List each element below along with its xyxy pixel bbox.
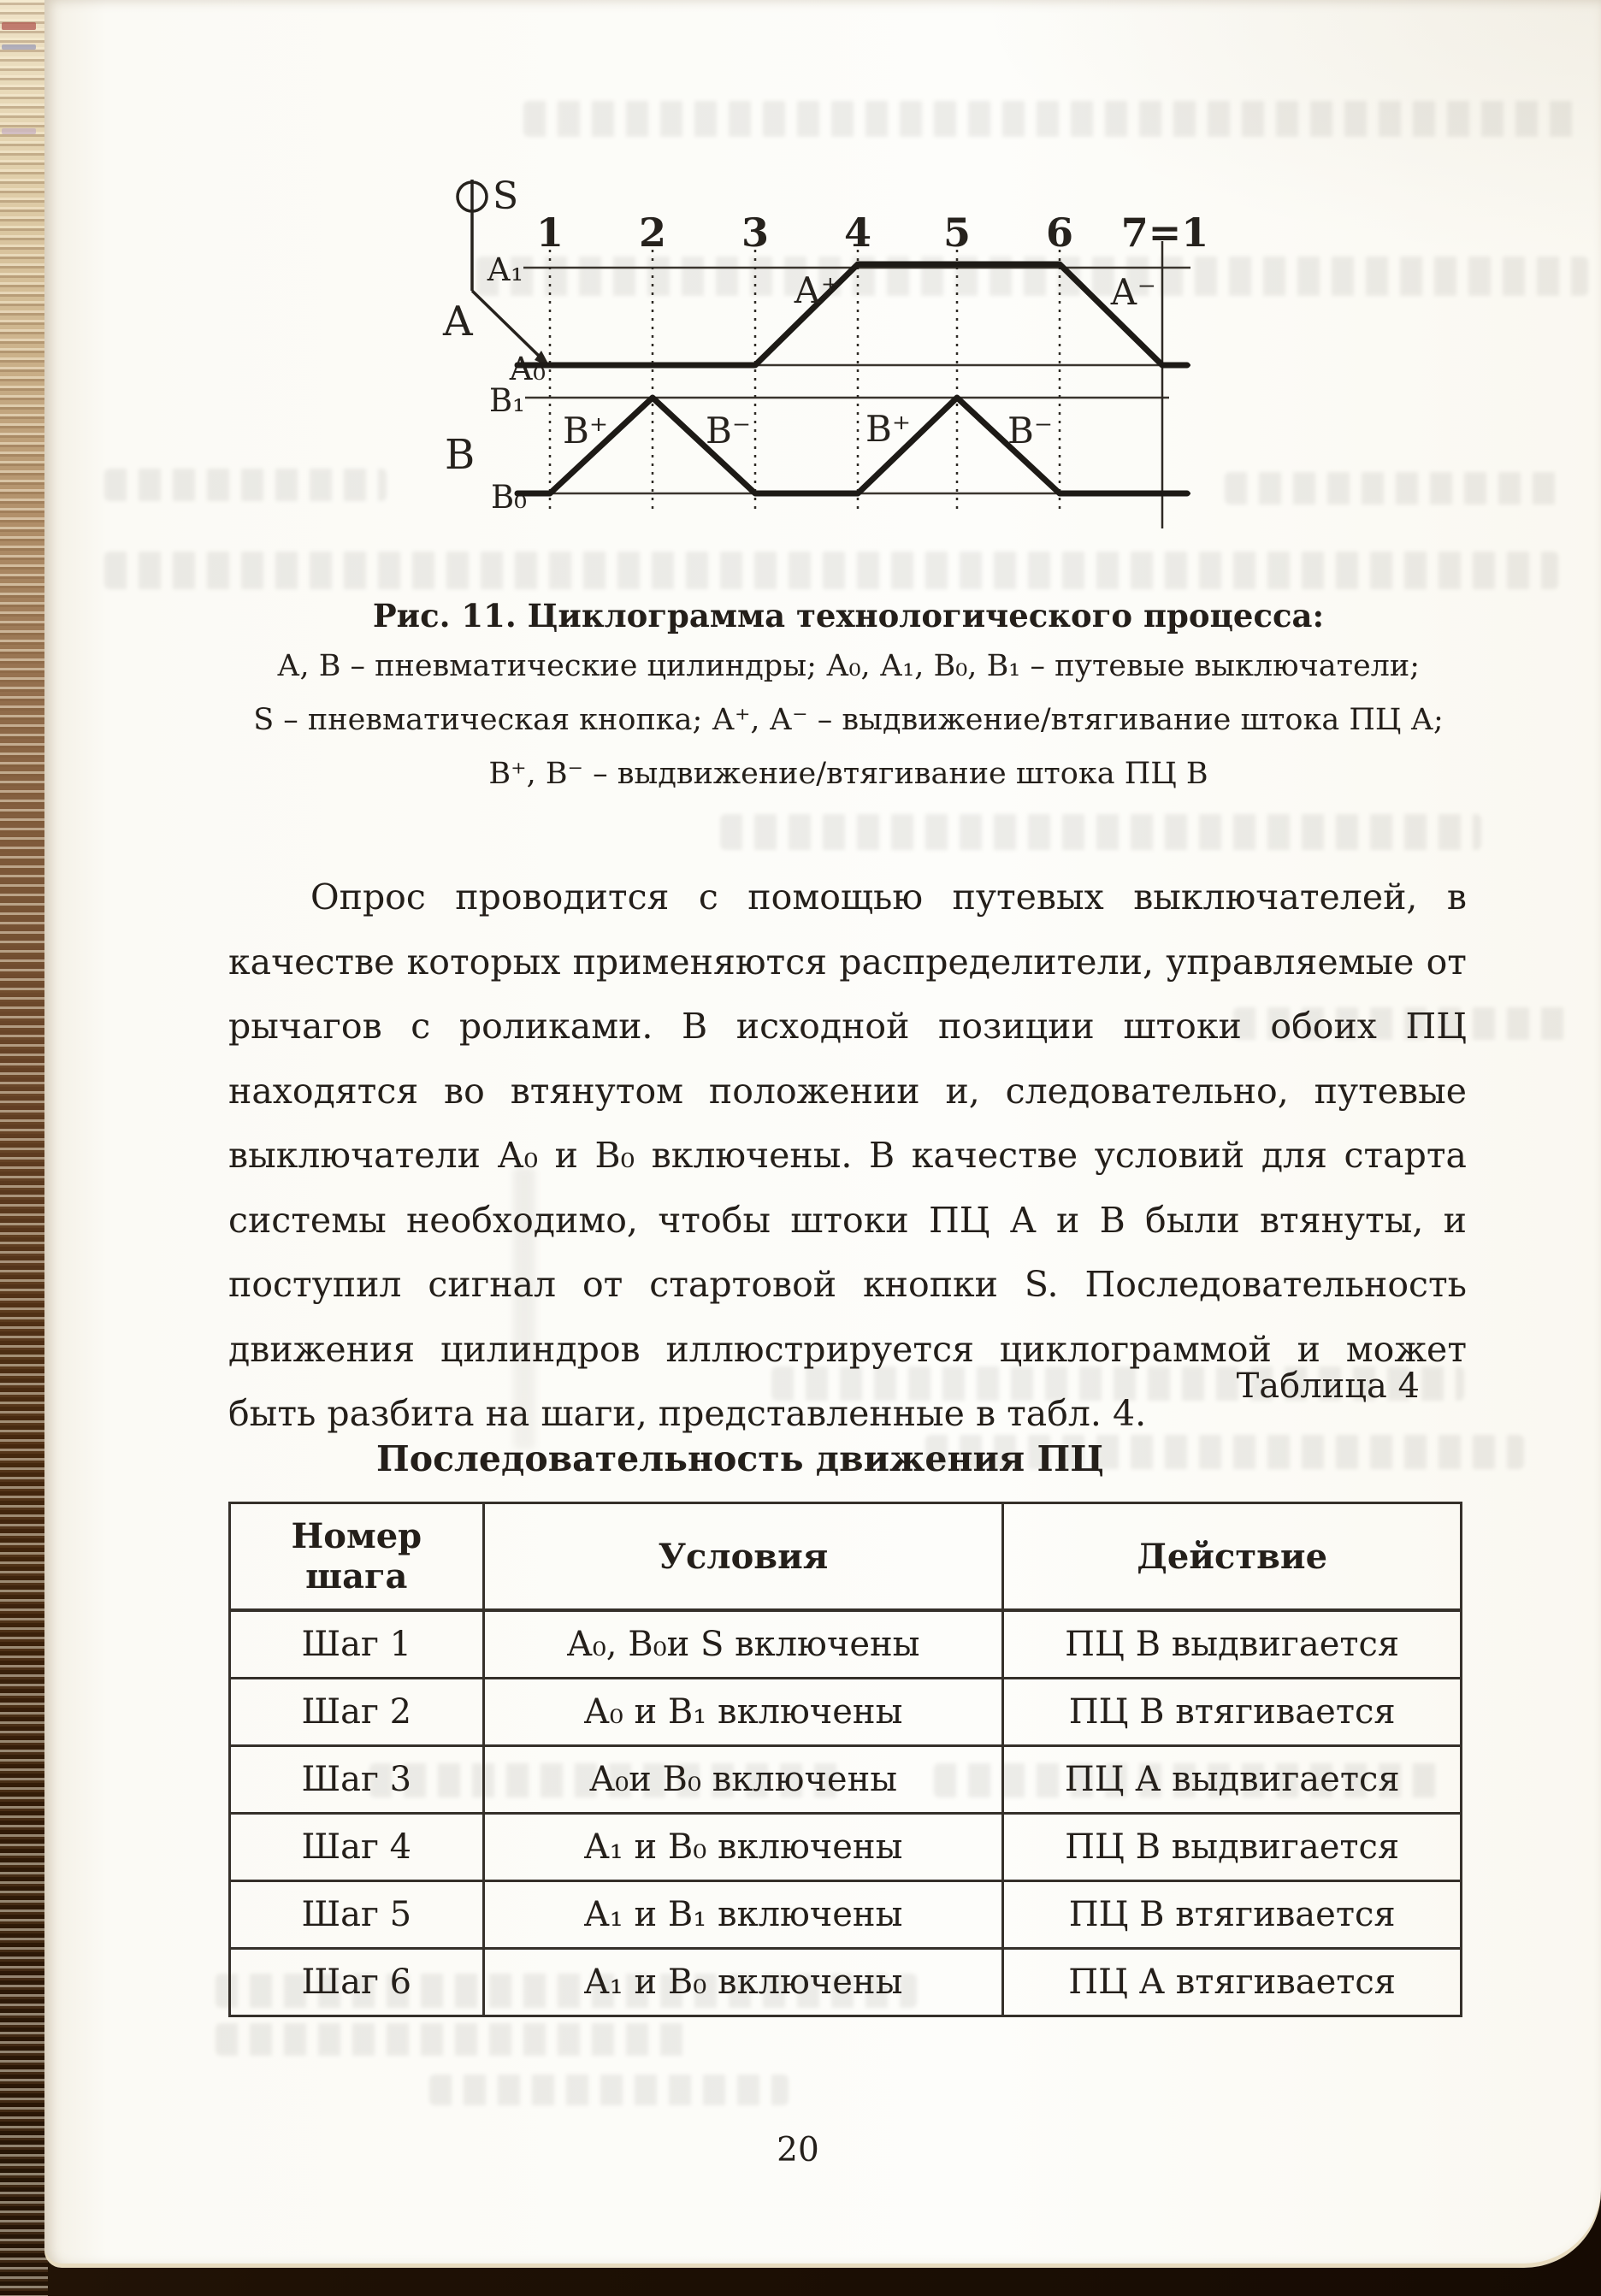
- table-title: Последовательность движения ПЦ: [376, 1438, 1104, 1479]
- action-cell: ПЦ В выдвигается: [1003, 1610, 1462, 1679]
- time-mark-2: 2: [638, 210, 667, 256]
- body-paragraph: Опрос проводится с помощью путевых выключателей, в качестве которых применяются распределители, управляемые от рычагов с роликами. В исходной позиции штоки обоих ПЦ находятся во втянутом положении и, следовательно, путевые выключатели А₀ и В₀ включены. В качестве условий для старта системы необходимо, чтобы штоки ПЦ А и В были втянуты, и поступил сигнал от стартовой кнопки S. Последовательность движения цилиндров иллюстрируется циклограммой и может быть разбита на шаги, представленные в табл. 4.: [228, 876, 1467, 1434]
- column-header-condition: Условия: [483, 1503, 1003, 1611]
- action-cell: ПЦ А втягивается: [1003, 1949, 1462, 2016]
- column-header-step: Номер шага: [230, 1503, 484, 1611]
- action-cell: ПЦ В втягивается: [1003, 1679, 1462, 1746]
- figure-caption: [147, 592, 1550, 801]
- table-number-label: Таблица 4: [1236, 1366, 1420, 1406]
- bleedthrough-artifact: [216, 2023, 694, 2056]
- step-cell: Шаг 3: [230, 1746, 484, 1814]
- condition-cell: А₁ и В₀ включены: [483, 1949, 1003, 2016]
- action-cell: ПЦ А выдвигается: [1003, 1746, 1462, 1814]
- cylinder-a-label: A: [443, 298, 473, 345]
- column-header-action: Действие: [1003, 1503, 1462, 1611]
- page-edge-mark: [2, 128, 36, 134]
- trace-cylinder-b: [517, 398, 1187, 493]
- button-label: S: [493, 174, 519, 218]
- condition-cell: А₀ и В₁ включены: [483, 1679, 1003, 1746]
- segment-label-a-minus: А⁻: [1110, 271, 1156, 313]
- page-edge-mark: [2, 22, 36, 30]
- table-row: [230, 1949, 1462, 2016]
- step-cell: Шаг 2: [230, 1679, 484, 1746]
- table-row: [230, 1746, 1462, 1814]
- cylinder-b-label: B: [445, 431, 476, 479]
- book-page-stack-edge: [0, 0, 48, 2296]
- segment-label-b-plus-1: В⁺: [563, 410, 609, 452]
- steps-table: [228, 1502, 1462, 2017]
- bleedthrough-artifact: [720, 814, 1481, 850]
- figure-caption-line: В⁺, В⁻ – выдвижение/втягивание штока ПЦ В: [488, 757, 1208, 791]
- condition-cell: А₀, В₀и S включены: [483, 1610, 1003, 1679]
- figure-caption-line: S – пневматическая кнопка; А⁺, А⁻ – выдвижение/втягивание штока ПЦ А;: [253, 703, 1444, 737]
- condition-cell: А₁ и В₁ включены: [483, 1881, 1003, 1949]
- action-cell: ПЦ В выдвигается: [1003, 1814, 1462, 1881]
- step-cell: Шаг 1: [230, 1610, 484, 1679]
- table-row: [230, 1814, 1462, 1881]
- table-row: [230, 1610, 1462, 1679]
- time-mark-6: 6: [1045, 210, 1074, 256]
- segment-label-b-plus-2: В⁺: [865, 408, 912, 450]
- figure-caption-line: А, В – пневматические цилиндры; А₀, А₁, В₀, В₁ – путевые выключатели;: [276, 649, 1421, 683]
- figure-caption-title: Рис. 11. Циклограмма технологического процесса:: [372, 597, 1325, 634]
- level-label-b1: В₁: [488, 382, 525, 419]
- level-label-a1: А₁: [487, 251, 523, 288]
- step-cell: Шаг 5: [230, 1881, 484, 1949]
- step-cell: Шаг 6: [230, 1949, 484, 2016]
- time-mark-5: 5: [942, 210, 972, 256]
- condition-cell: А₀и В₀ включены: [483, 1746, 1003, 1814]
- table-row: [230, 1679, 1462, 1746]
- time-mark-3: 3: [741, 210, 770, 256]
- level-label-a0: А₀: [509, 351, 546, 387]
- cyclogram-figure: [342, 120, 1283, 564]
- segment-label-a-plus: А⁺: [794, 269, 840, 311]
- bleedthrough-artifact: [429, 2075, 789, 2105]
- segment-label-b-minus-1: В⁻: [706, 410, 752, 452]
- action-cell: ПЦ В втягивается: [1003, 1881, 1462, 1949]
- table-header-row: [230, 1503, 1462, 1611]
- segment-label-b-minus-2: В⁻: [1007, 410, 1054, 452]
- step-cell: Шаг 4: [230, 1814, 484, 1881]
- page-edge-mark: [2, 44, 36, 50]
- table-row: [230, 1881, 1462, 1949]
- level-label-b0: В₀: [490, 479, 527, 516]
- condition-cell: А₁ и В₀ включены: [483, 1814, 1003, 1881]
- trace-cylinder-a: [517, 264, 1187, 365]
- time-mark-7: 7=1: [1120, 210, 1209, 256]
- time-mark-4: 4: [843, 210, 872, 256]
- page: [44, 0, 1601, 2268]
- page-number: 20: [777, 2131, 819, 2169]
- time-mark-1: 1: [535, 210, 564, 256]
